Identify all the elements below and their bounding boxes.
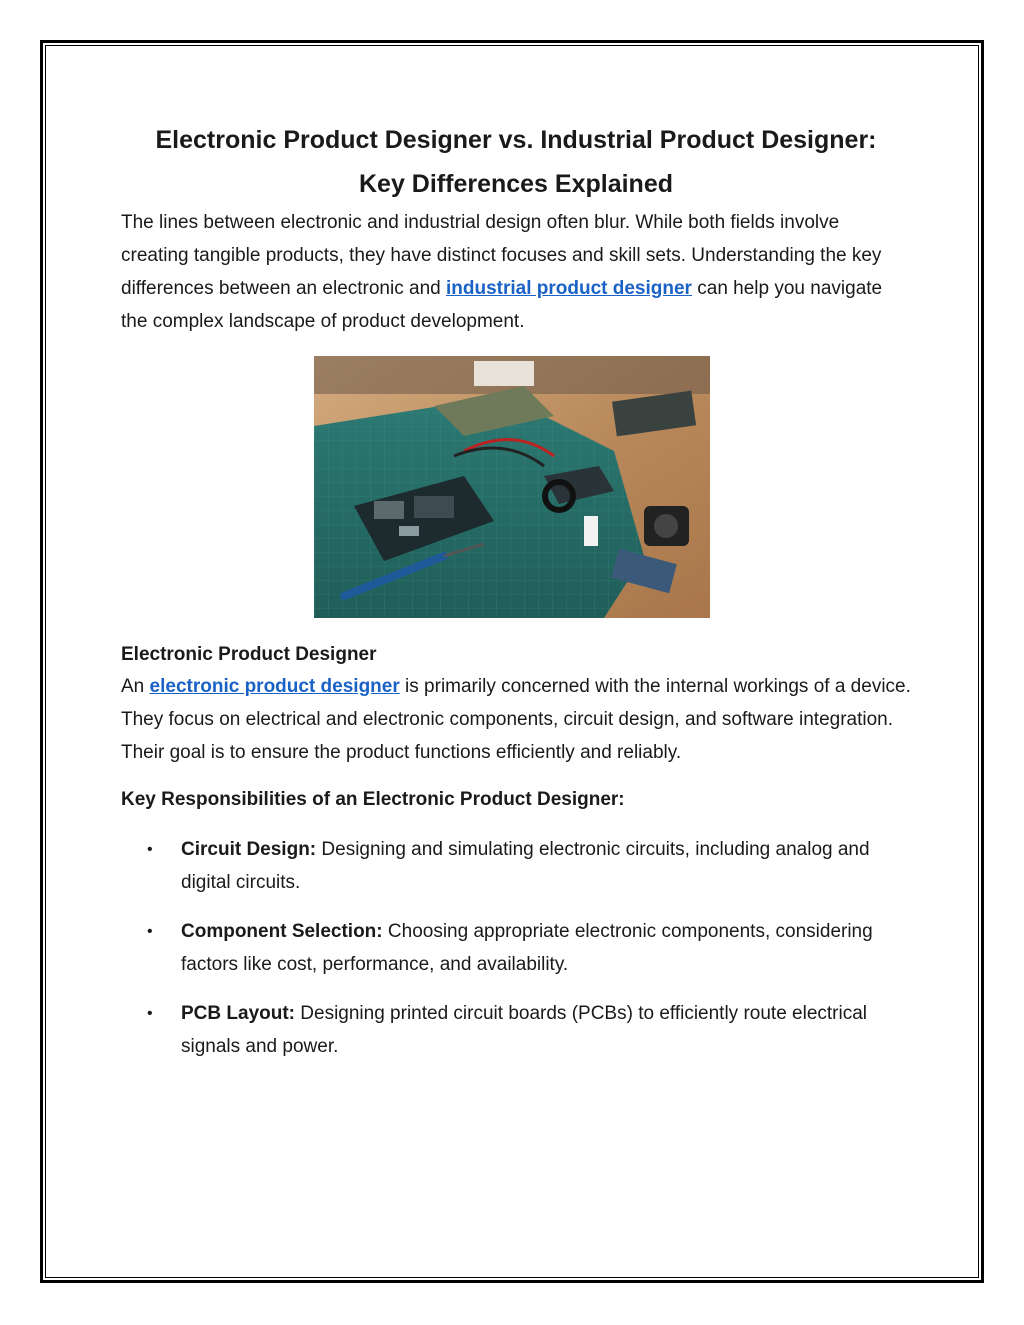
list-item <box>121 997 911 1063</box>
intro-text-before: The lines between electronic and industrial design often blur. While both fields involve creating tangible products, they have distinct focuses and skill sets. Understanding the key differences between an electronic and <box>121 212 882 299</box>
responsibilities-list <box>121 833 911 1063</box>
industrial-product-designer-link[interactable]: industrial product designer <box>445 278 692 299</box>
list-item-term: Component Selection: <box>181 921 383 942</box>
electronics-workbench-image <box>314 356 710 618</box>
document-content <box>121 118 911 1079</box>
electronic-designer-paragraph <box>121 670 911 769</box>
list-item <box>121 915 911 981</box>
title-line-2: Key Differences Explained <box>358 170 673 198</box>
bullet-icon: • <box>147 841 153 858</box>
responsibilities-heading: Key Responsibilities of an Electronic Product Designer: <box>121 789 625 810</box>
list-item-desc: Choosing appropriate electronic components, considering factors like cost, performance, and availability. <box>181 921 873 975</box>
list-item-term: Circuit Design: <box>181 839 317 860</box>
document-title <box>121 118 911 206</box>
list-item-desc: Designing and simulating electronic circuits, including analog and digital circuits. <box>181 839 870 893</box>
list-item-desc: Designing printed circuit boards (PCBs) to efficiently route electrical signals and power. <box>181 1003 868 1057</box>
workbench-photo-icon <box>314 356 710 618</box>
para-rest: is primarily concerned with the internal workings of a device. They focus on electrical and electronic components, circuit design, and software integration. Their goal is to ensure the product functions efficiently and reliably. <box>121 676 911 763</box>
title-line-1: Electronic Product Designer vs. Industrial Product Designer: <box>155 126 877 154</box>
bullet-icon: • <box>147 923 153 940</box>
electronic-product-designer-link[interactable]: electronic product designer <box>149 676 400 697</box>
section-heading-electronic: Electronic Product Designer <box>121 644 377 665</box>
intro-text-after: can help you navigate the complex landscape of product development. <box>121 278 883 332</box>
list-item-term: PCB Layout: <box>181 1003 295 1024</box>
bullet-icon: • <box>147 1005 153 1022</box>
para-prefix: An <box>121 676 150 697</box>
list-item <box>121 833 911 899</box>
intro-paragraph <box>121 206 911 338</box>
